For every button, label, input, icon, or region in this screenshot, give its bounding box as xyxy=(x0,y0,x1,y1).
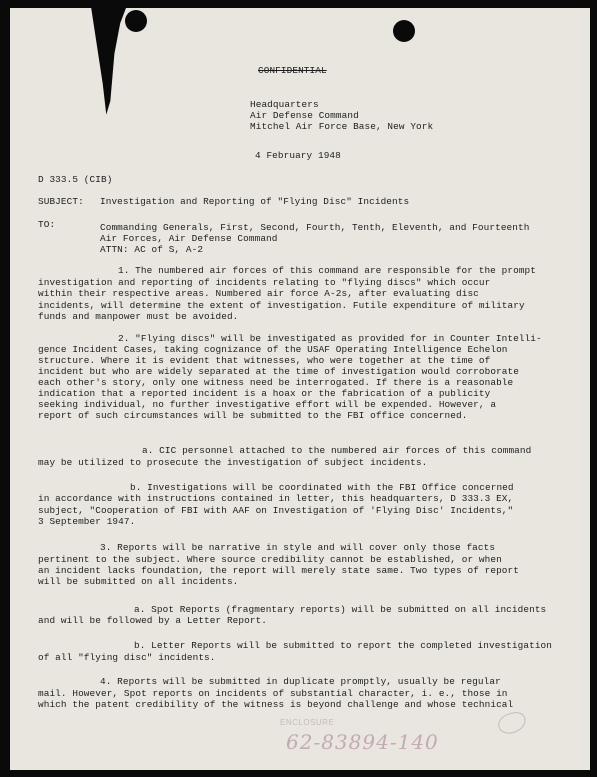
punch-hole-right xyxy=(393,20,415,42)
text-line: 1. The numbered air forces of this command are responsible for the prompt xyxy=(118,265,536,276)
file-number-stamp: 62-83894-140 xyxy=(286,730,439,754)
text-line: report of such circumstances will be submitted to the FBI office concerned. xyxy=(38,410,468,421)
text-line: of all "flying disc" incidents. xyxy=(38,652,216,663)
file-reference: D 333.5 (CIB) xyxy=(38,174,113,185)
hq-line-3: Mitchel Air Force Base, New York xyxy=(250,121,434,132)
text-line: pertinent to the subject. Where source credibility cannot be established, or when xyxy=(38,554,502,565)
text-line: 4. Reports will be submitted in duplicate promptly, usually be regular xyxy=(100,676,501,687)
text-line: b. Letter Reports will be submitted to report the completed investigation xyxy=(134,640,552,651)
text-line: seeking individual, no further investigative effort will be expended. However, a xyxy=(38,399,497,410)
to-line-3: ATTN: AC of S, A-2 xyxy=(100,244,204,255)
subject-text: Investigation and Reporting of "Flying Disc" Incidents xyxy=(100,196,410,207)
text-line: investigation and reporting of incidents relating to "flying discs" which occur xyxy=(38,277,491,288)
hq-line-2: Air Defense Command xyxy=(250,110,359,121)
text-line: b. Investigations will be coordinated with the FBI Office concerned xyxy=(130,482,514,493)
to-line-1: Commanding Generals, First, Second, Fourth, Tenth, Eleventh, and Fourteenth xyxy=(100,222,530,233)
text-line: incident but who are widely separated at the time of investigation would corroborate xyxy=(38,366,519,377)
text-line: structure. Where it is evident that witnesses, who were together at the time of xyxy=(38,355,491,366)
text-line: 2. "Flying discs" will be investigated as provided for in Counter Intelli- xyxy=(118,333,542,344)
text-line: a. Spot Reports (fragmentary reports) will be submitted on all incidents xyxy=(134,604,547,615)
text-line: mail. However, Spot reports on incidents of substantial character, i. e., those in xyxy=(38,688,508,699)
text-line: in accordance with instructions contained in letter, this headquarters, D 333.3 EX, xyxy=(38,493,514,504)
text-line: funds and manpower must be avoided. xyxy=(38,311,239,322)
to-line-2: Air Forces, Air Defense Command xyxy=(100,233,278,244)
enclosure-stamp: ENCLOSURE xyxy=(280,718,335,727)
text-line: will be submitted on all incidents. xyxy=(38,576,239,587)
subject-label: SUBJECT: xyxy=(38,196,84,207)
text-line: within their respective areas. Numbered air force A-2s, after evaluating disc xyxy=(38,288,479,299)
text-line: gence Incident Cases, taking cognizance of the USAF Operating Intelligence Echelon xyxy=(38,344,508,355)
text-line: incidents, will determine the extent of investigation. Futile expenditure of military xyxy=(38,300,525,311)
classification-marking: CONFIDENTIAL xyxy=(258,65,327,76)
text-line: an incident lacks foundation, the report will merely state same. Two types of report xyxy=(38,565,519,576)
text-line: each other's story, only one witness need be interrogated. If there is a reasonable xyxy=(38,377,514,388)
text-line: a. CIC personnel attached to the numbered air forces of this command xyxy=(142,445,532,456)
hq-line-1: Headquarters xyxy=(250,99,319,110)
text-line: 3. Reports will be narrative in style and will cover only those facts xyxy=(100,542,496,553)
punch-hole-left xyxy=(125,10,147,32)
text-line: indication that a reported incident is a hoax or the fabrication of a publicity xyxy=(38,388,491,399)
text-line: 3 September 1947. xyxy=(38,516,136,527)
text-line: may be utilized to prosecute the investigation of subject incidents. xyxy=(38,457,428,468)
text-line: which the patent credibility of the witness is beyond challenge and whose technical xyxy=(38,699,514,710)
text-line: subject, "Cooperation of FBI with AAF on Investigation of 'Flying Disc' Incidents," xyxy=(38,505,514,516)
text-line: and will be followed by a Letter Report. xyxy=(38,615,268,626)
to-label: TO: xyxy=(38,219,56,230)
document-date: 4 February 1948 xyxy=(255,150,341,161)
